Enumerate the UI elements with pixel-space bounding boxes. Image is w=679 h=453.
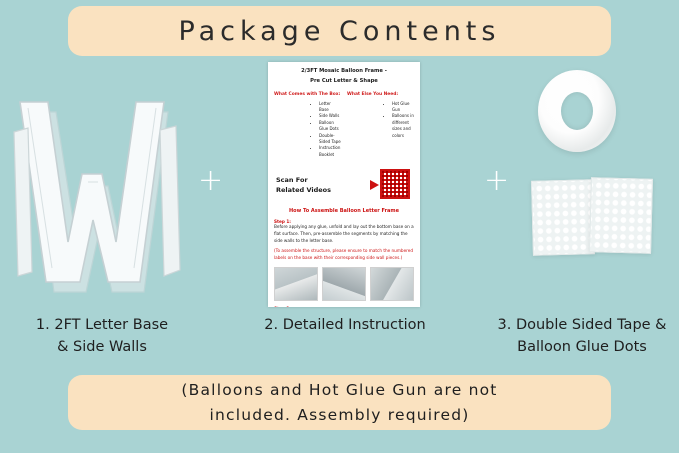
qr-code-icon — [380, 169, 410, 199]
tape-and-glue-dots-image — [500, 70, 670, 310]
glue-dots-sheet-icon — [589, 177, 653, 254]
scan-row — [274, 169, 414, 201]
caption-item-3 — [487, 315, 677, 359]
list-item: • Double-Sided Tape — [319, 133, 341, 146]
plus-separator-1: + — [198, 163, 224, 198]
step1-body: Before applying any glue, unfold and lay out the bottom base on a flat surface. Then, pre-assemble the segments by matching the side walls to the letter base. — [274, 224, 414, 243]
scan-line2: Related Videos — [276, 186, 331, 195]
letter-w-foam-board-icon — [10, 70, 190, 310]
list-item: • Letter Base — [319, 101, 341, 114]
sheet-right-list — [352, 101, 414, 139]
footer-banner — [68, 375, 611, 430]
tape-roll-icon — [538, 70, 616, 152]
instruction-sheet — [268, 62, 420, 307]
list-item: • Balloon Glue Dots — [319, 120, 341, 133]
caption-line: 3. Double Sided Tape & — [497, 317, 667, 333]
sheet-right-heading: What Else You Need: — [347, 91, 399, 97]
caption-line: Balloon Glue Dots — [517, 338, 647, 355]
list-item: • Side Walls — [319, 113, 341, 119]
caption-line: 2. Detailed Instruction — [264, 317, 426, 333]
sheet-left-list — [279, 101, 341, 159]
scan-line1: Scan For — [276, 175, 308, 184]
sheet-left-column — [274, 92, 341, 163]
tape-roll-hole — [561, 92, 593, 130]
footer-line-1: (Balloons and Hot Glue Gun are not — [181, 381, 498, 400]
page-title: Package Contents — [178, 15, 501, 47]
scan-label — [274, 175, 376, 196]
qr-code-wrap — [380, 169, 414, 201]
sheet-title-line1: 2/3FT Mosaic Balloon Frame - — [301, 68, 387, 74]
glue-dots-sheet-icon — [531, 179, 595, 256]
sheet-left-heading: What Comes with The Box: — [274, 91, 341, 97]
letter-base-image — [10, 70, 190, 310]
step1-photos — [274, 267, 414, 301]
step1-note: (To assemble the structure, please ensure to match the numbered labels on the base with their corresponding side wall pieces.) — [274, 247, 414, 260]
footer-line-2: included. Assembly required) — [209, 405, 470, 424]
caption-item-2 — [210, 315, 480, 337]
title-banner — [68, 6, 611, 56]
caption-line: & Side Walls — [57, 338, 147, 355]
step1-heading: Step 1: — [274, 219, 291, 225]
caption-item-1 — [6, 315, 198, 359]
plus-separator-2: + — [484, 163, 510, 198]
list-item: • Instruction Booklet — [319, 145, 341, 158]
sheet-section-title: How To Assemble Balloon Letter Frame — [288, 208, 400, 215]
sheet-right-column — [347, 92, 414, 163]
sheet-title-line2: Pre Cut Letter & Shape — [310, 77, 378, 84]
list-item: • Hot Glue Gun — [392, 101, 414, 114]
caption-line: 1. 2FT Letter Base — [35, 317, 169, 333]
photo-thumbnail — [322, 267, 366, 301]
step2-heading — [274, 306, 414, 307]
photo-thumbnail — [370, 267, 414, 301]
arrow-icon — [370, 180, 379, 190]
list-item: • Balloons in different sizes and colors — [392, 113, 414, 139]
photo-thumbnail — [274, 267, 318, 301]
